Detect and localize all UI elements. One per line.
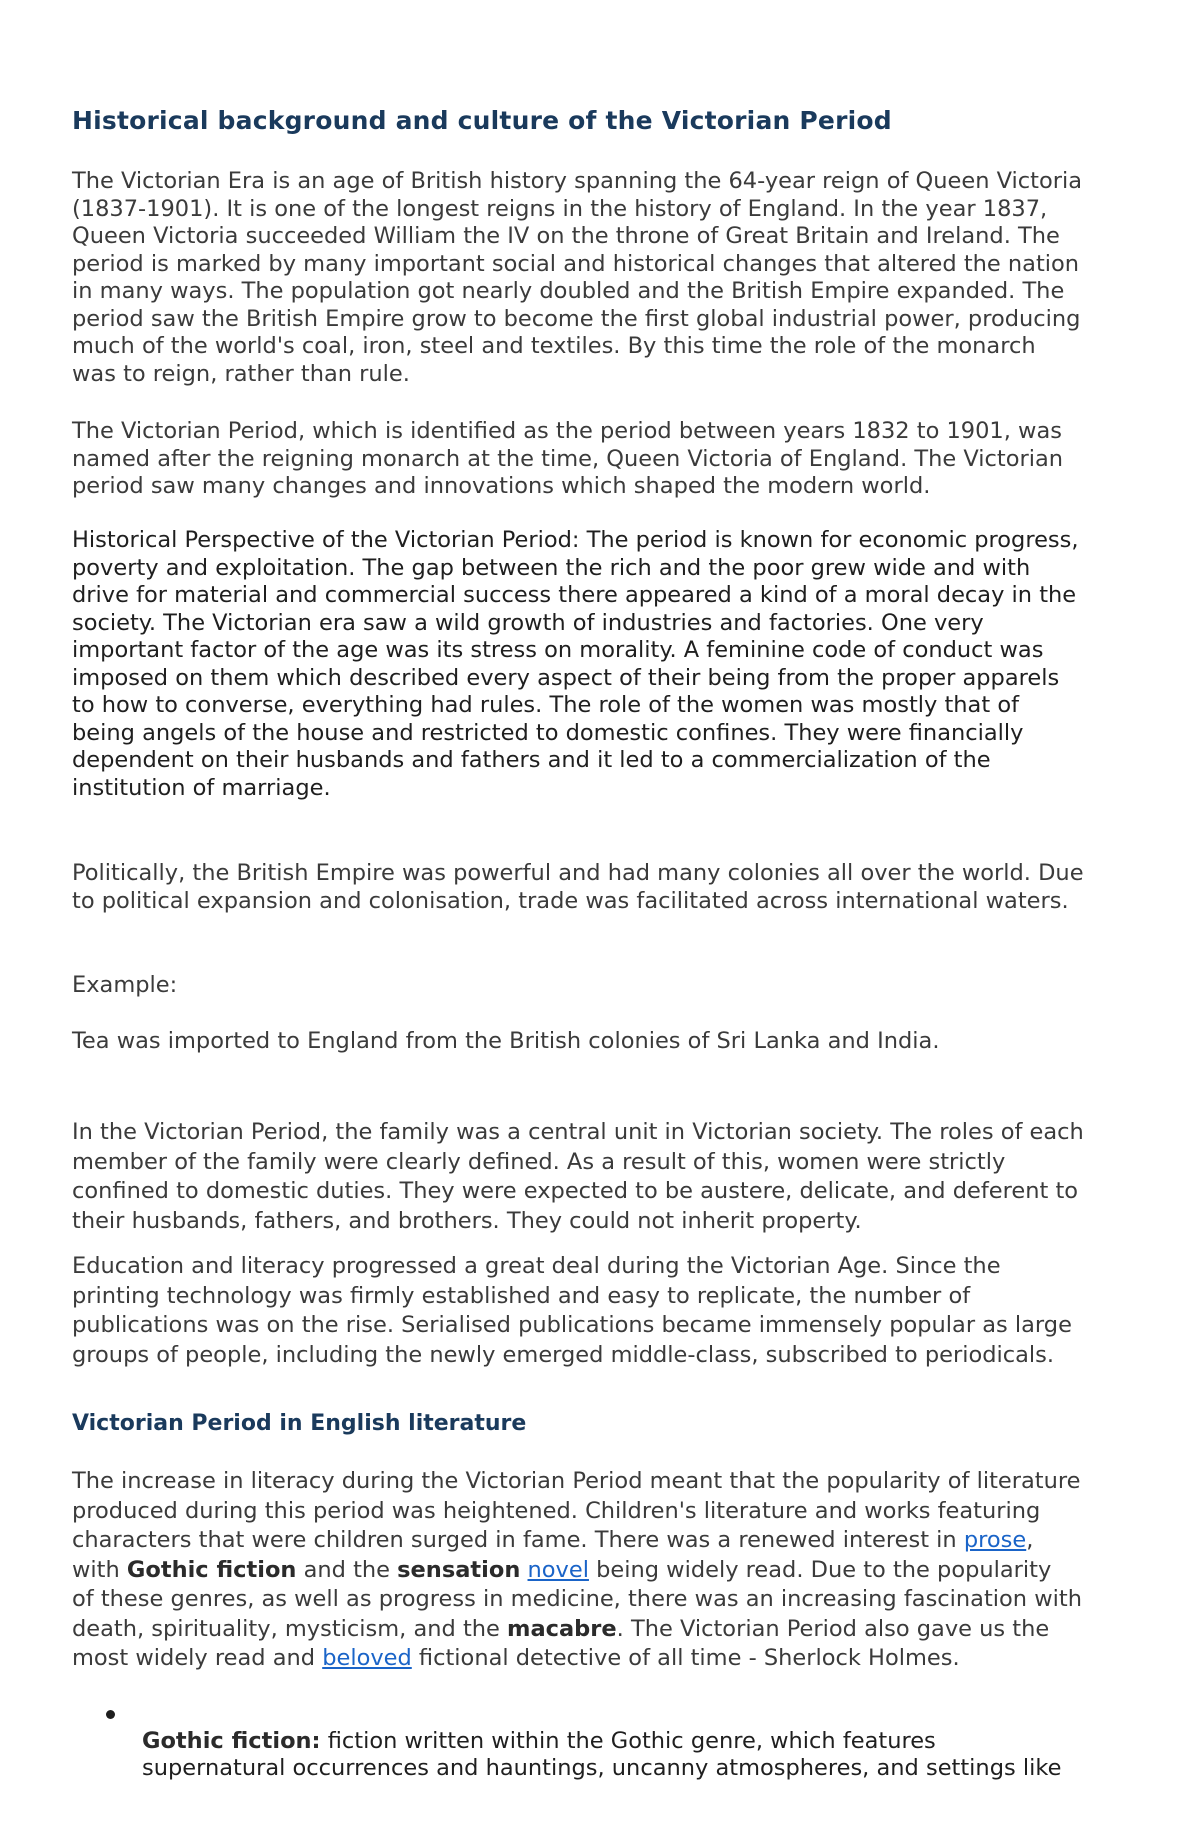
literature-text-1: The increase in literacy during the Victorian Period meant that the popularity of literature produced during this period was heightened. Children's literature and works featuring characters that were children surged in fame. There was a renewed interest in <box>72 1468 1081 1553</box>
literature-text-6: . The Victorian Period also gave us the most widely read and <box>72 1615 1050 1671</box>
bullet-term-gothic-fiction: Gothic fiction: <box>142 1727 321 1754</box>
section-heading-literature: Victorian Period in English literature <box>72 1411 527 1436</box>
paragraph-example-label: Example: <box>72 972 178 998</box>
literature-text-5: being widely read. Due to the popularity of these genres, as well as progress in medicine, there was an increasing fascination with death, spirituality, mysticism, and the <box>72 1556 1082 1642</box>
link-beloved[interactable]: beloved <box>322 1645 412 1671</box>
paragraph-family: In the Victorian Period, the family was a central unit in Victorian society. The roles of each member of the family were clearly defined. As a result of this, women were strictly confined to domestic duties. They were expected to be austere, delicate, and deferent to their husbands, fathers, and brothers. They could not inherit property. <box>72 1119 1084 1234</box>
paragraph-example-tea: Tea was imported to England from the British colonies of Sri Lanka and India. <box>72 1028 940 1054</box>
list-item <box>72 1700 1152 1783</box>
paragraph-historical-perspective: Historical Perspective of the Victorian Period: The period is known for economic progress, poverty and exploitation. The gap between the rich and the poor grew wide and with drive for material and commercial success there appeared a kind of a moral decay in the society. The Victorian era saw a wild growth of industries and factories. One very important factor of the age was its stress on morality. A feminine code of conduct was imposed on them which described every aspect of their being from the proper apparels to how to converse, everything had rules. The role of the women was mostly that of being angels of the house and restricted to domestic confines. They were financially dependent on their husbands and fathers and it led to a commercialization of the institution of marriage. <box>72 527 1079 801</box>
bullet-text: fiction written within the Gothic genre, which features supernatural occurrences and hauntings, uncanny atmospheres, and settings like <box>142 1727 1062 1781</box>
paragraph-victorian-era: The Victorian Era is an age of British history spanning the 64-year reign of Queen Victoria (1837-1901). It is one of the longest reigns in the history of England. In the year 1837, Queen Victoria succeeded William the IV on the throne of Great Britain and Ireland. The period is marked by many important social and historical changes that altered the nation in many ways. The population got nearly doubled and the British Empire expanded. The period saw the British Empire grow to become the first global industrial power, producing much of the world's coal, iron, steel and textiles. By this time the role of the monarch was to reign, rather than rule. <box>72 168 1083 387</box>
paragraph-education: Education and literacy progressed a great deal during the Victorian Age. Since the printing technology was firmly established and easy to replicate, the number of publications was on the rise. Serialised publications became immensely popular as large groups of people, including the newly emerged middle-class, subscribed to periodicals. <box>72 1253 1072 1368</box>
literature-text-4 <box>520 1557 527 1583</box>
link-prose[interactable]: prose <box>963 1527 1027 1553</box>
term-sensation: sensation <box>397 1556 521 1583</box>
paragraph-politically: Politically, the British Empire was powerful and had many colonies all over the world. Due to political expansion and colonisation, trade was facilitated across international waters. <box>72 860 1084 914</box>
term-gothic-fiction: Gothic fiction <box>126 1556 297 1583</box>
bullet-icon <box>106 1710 115 1719</box>
paragraph-literature <box>72 1467 1152 1674</box>
literature-text-3: and the <box>296 1556 398 1583</box>
literature-text-7: fictional detective of all time - Sherlock Holmes. <box>411 1645 960 1671</box>
main-heading: Historical background and culture of the Victorian Period <box>72 106 892 135</box>
paragraph-victorian-period: The Victorian Period, which is identified as the period between years 1832 to 1901, was named after the reigning monarch at the time, Queen Victoria of England. The Victorian period saw many changes and innovations which shaped the modern world. <box>72 418 1064 499</box>
term-macabre: macabre <box>507 1615 617 1642</box>
link-novel[interactable]: novel <box>527 1556 589 1583</box>
genre-bullet-list <box>72 1700 1152 1783</box>
literature-text-2: , with <box>72 1527 1034 1583</box>
